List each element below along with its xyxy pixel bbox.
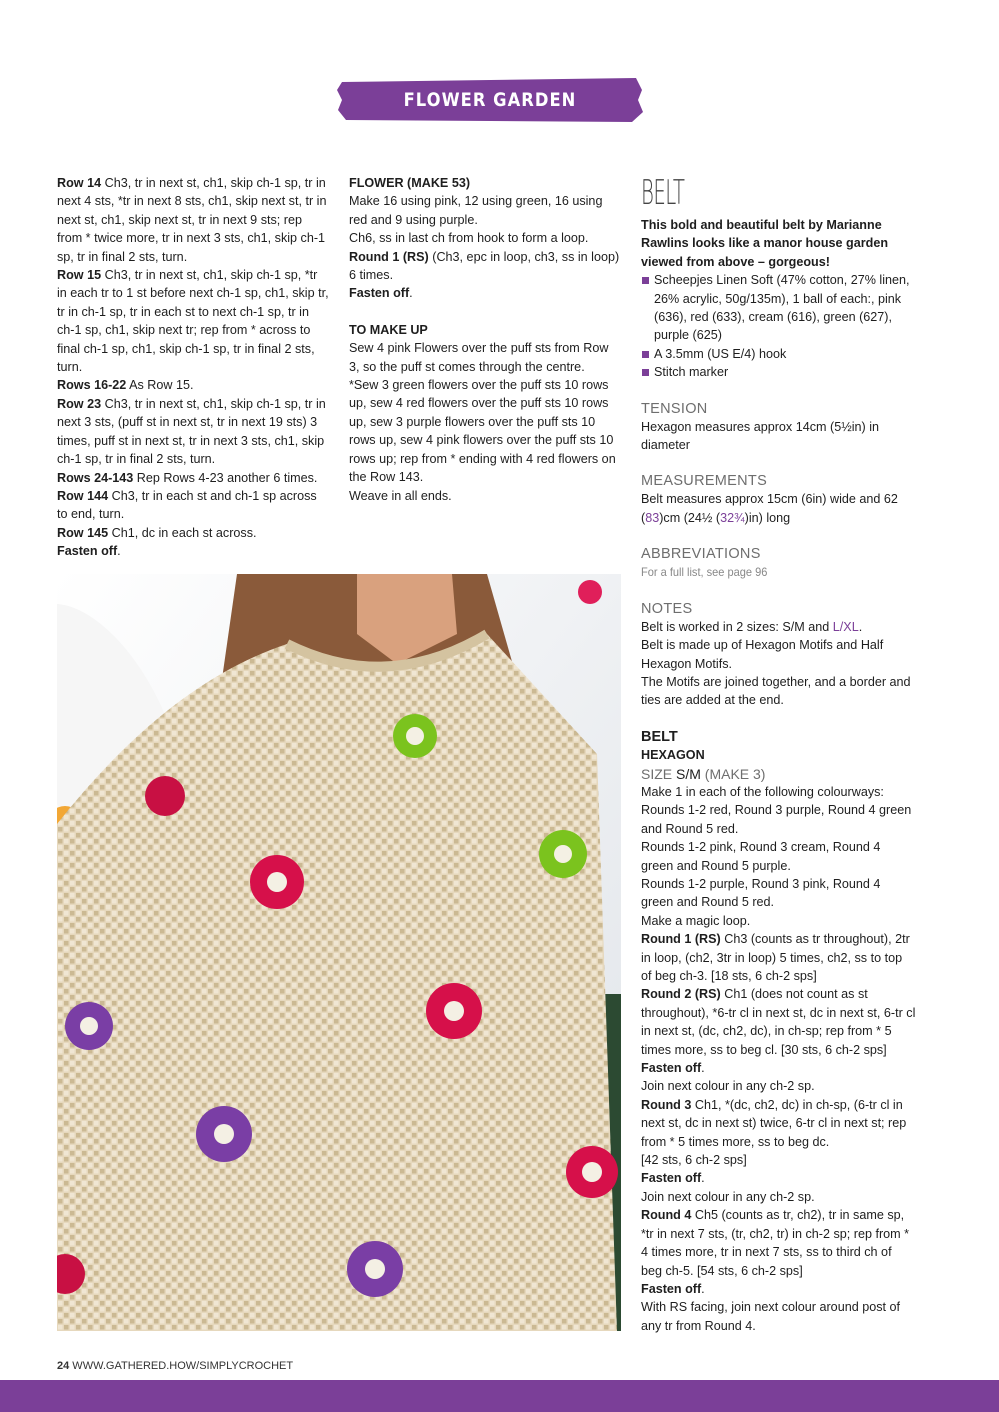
hexagon-heading: HEXAGON: [641, 748, 705, 763]
notes-motifs: Belt is made up of Hexagon Motifs and Half Hexagon Motifs.: [641, 638, 884, 671]
join-colour-1: Join next colour in any ch-2 sp.: [641, 1079, 815, 1094]
measurements-heading: MEASUREMENTS: [641, 473, 768, 490]
tension-text: Hexagon measures approx 14cm (5½in) in diameter: [641, 419, 880, 453]
belt-section-heading: BELT: [641, 728, 678, 745]
colourway-1: Rounds 1-2 red, Round 3 purple, Round 4 green and Round 5 red.: [641, 803, 912, 836]
row-23-instruction: Row 23 Ch3, tr in next st, ch1, skip ch-1 sp, tr in next 3 sts, (puff st in next st, tr in next 19 sts) 3 times, puff st in next st, tr in next 3 sts, ch1, skip ch-1 sp, tr in final 2 sts, turn.: [57, 396, 326, 467]
belt-title: BELT: [641, 173, 685, 213]
make-up-heading: TO MAKE UP: [349, 322, 428, 337]
round-3-count: [42 sts, 6 ch-2 sps]: [641, 1153, 747, 1168]
join-next-colour: With RS facing, join next colour around post of any tr from Round 4.: [641, 1300, 901, 1333]
page-footer: [57, 1360, 293, 1372]
size-line: SIZE S/M (MAKE 3): [641, 765, 766, 782]
flower-round-1: Round 1 (RS) (Ch3, epc in loop, ch3, ss in loop) 6 times.: [349, 249, 620, 283]
hexagon-round-3: Round 3 Ch1, *(dc, ch2, dc) in ch-sp, (6-tr cl in next st, dc in next st) twice, 6-tr cl in next st; rep from * 5 times more, ss to beg dc.: [641, 1097, 907, 1149]
page-number: 24: [57, 1360, 70, 1372]
join-colour-2: Join next colour in any ch-2 sp.: [641, 1189, 815, 1204]
hexagon-round-1: Round 1 (RS) Ch3 (counts as tr throughout), 2tr in loop, (ch2, 3tr in loop) 5 times, ch2, ss to top of beg ch-3. [18 sts, 6 ch-2 sps]: [641, 932, 910, 983]
rows-16-22-instruction: Rows 16-22 As Row 15.: [57, 378, 194, 393]
magic-loop: Make a magic loop.: [641, 913, 751, 928]
row-145-instruction: Row 145 Ch1, dc in each st across.: [57, 525, 257, 540]
belt-intro: This bold and beautiful belt by Marianne Rawlins looks like a manor house garden viewed from above – gorgeous!: [641, 218, 889, 269]
material-marker: Stitch marker: [641, 363, 916, 381]
fasten-off-1: Fasten off.: [641, 1061, 705, 1076]
flower-colour-counts: Make 16 using pink, 12 using green, 16 using red and 9 using purple.: [349, 194, 603, 227]
row-144-instruction: Row 144 Ch3, tr in each st and ch-1 sp across to end, turn.: [57, 488, 317, 522]
measurements-text: Belt measures approx 15cm (6in) wide and 62 (83)cm (24½ (32¾)in) long: [641, 492, 898, 525]
pattern-column-right: [641, 174, 916, 1335]
make-up-step-3: Weave in all ends.: [349, 488, 452, 503]
make-up-step-1: Sew 4 pink Flowers over the puff sts from Row 3, so the puff st comes through the centre.: [349, 341, 609, 374]
make-up-step-2: *Sew 3 green flowers over the puff sts 10 rows up, sew 4 red flowers over the puff sts 10 rows up, sew 3 purple flowers over the puff sts 10 rows up, sew 4 pink flowers over the puff sts 10 rows up; rep from * ending with 4 red flowers on the Row 143.: [349, 378, 616, 485]
tension-heading: TENSION: [641, 400, 708, 417]
abbreviations-note: For a full list, see page 96: [641, 565, 768, 580]
material-yarn: Scheepjes Linen Soft (47% cotton, 27% linen, 26% acrylic, 50g/135m), 1 ball of each:, pink (636), red (633), cream (616), green (627), purple (625): [641, 271, 916, 345]
fasten-off-2: Fasten off.: [641, 1171, 705, 1186]
fasten-off-note: Fasten off.: [57, 544, 121, 559]
flower-heading: FLOWER (MAKE 53): [349, 176, 471, 190]
website-url: WWW.GATHERED.HOW/SIMPLYCROCHET: [69, 1360, 294, 1372]
row-14-instruction: Row 14 Ch3, tr in next st, ch1, skip ch-1 sp, tr in next 4 sts, *tr in next 8 sts, ch1, skip next st, tr in next st, ch1, skip next st, tr in next 9 sts; rep from * twice more, tr in next 3 sts, ch1, skip ch-1 sp, tr in final 2 sts, turn.: [57, 176, 327, 264]
flower-fasten-off: Fasten off.: [349, 286, 413, 301]
colourway-2: Rounds 1-2 pink, Round 3 cream, Round 4 green and Round 5 purple.: [641, 840, 881, 873]
rows-24-143-instruction: Rows 24-143 Rep Rows 4-23 another 6 times.: [57, 470, 318, 485]
fasten-off-3: Fasten off.: [641, 1281, 705, 1296]
material-hook: A 3.5mm (US E/4) hook: [641, 345, 916, 363]
crochet-wrap-illustration: [57, 574, 621, 1331]
product-photo: [57, 574, 621, 1331]
colourway-3: Rounds 1-2 purple, Round 3 pink, Round 4 green and Round 5 red.: [641, 876, 881, 910]
pattern-column-middle: [349, 174, 621, 505]
notes-heading: NOTES: [641, 600, 693, 617]
abbreviations-heading: ABBREVIATIONS: [641, 546, 761, 563]
flower-start: Ch6, ss in last ch from hook to form a loop.: [349, 231, 589, 246]
notes-sizes: Belt is worked in 2 sizes: S/M and L/XL.: [641, 619, 863, 634]
notes-joining: The Motifs are joined together, and a border and ties are added at the end.: [641, 674, 911, 708]
hexagon-round-4: Round 4 Ch5 (counts as tr, ch2), tr in same sp, *tr in next 7 sts, (tr, ch2, tr) in ch-2 sp; rep from * 4 times more, tr in next 7 sts, ss to third ch of beg ch-5. [54 sts, 6 ch-2 sps]: [641, 1208, 910, 1278]
row-15-instruction: Row 15 Ch3, tr in next st, ch1, skip ch-1 sp, *tr in each tr to 1 st before next ch-1 sp, ch1, skip tr, tr in ch-1 sp, tr in each st to next ch-1 sp, tr in ch-1 sp, ch1, skip next tr; rep from * across to final ch-1 sp, ch1, skip ch-1 sp, tr in final 2 sts, turn.: [57, 268, 329, 375]
pattern-column-left: [57, 174, 329, 561]
colourways-intro: Make 1 in each of the following colourways:: [641, 784, 884, 799]
footer-bar: [0, 1380, 999, 1412]
hexagon-round-2: Round 2 (RS) Ch1 (does not count as st throughout), *6-tr cl in next st, dc in next st, 6-tr cl in next st, (dc, ch2, dc), in ch-sp; rep from * 5 times more, ss to beg cl. [30 sts, 6 ch-2 sps]: [641, 987, 916, 1057]
section-banner: [336, 76, 644, 159]
collection-title: FLOWER GARDEN COLLECTION: [403, 89, 577, 159]
